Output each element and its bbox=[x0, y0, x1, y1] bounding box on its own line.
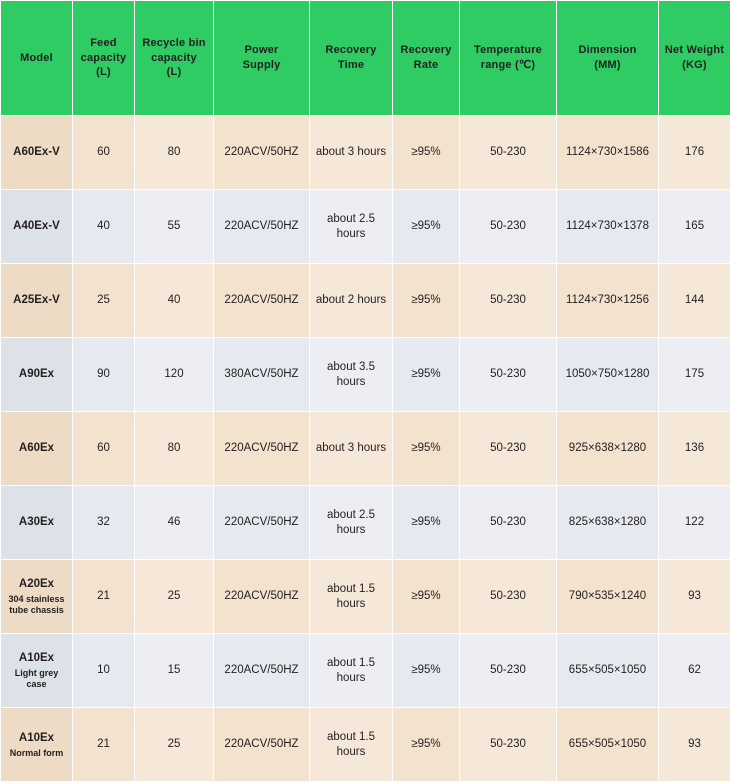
model-name: A20Ex bbox=[19, 578, 54, 590]
header-line: Supply bbox=[243, 59, 281, 71]
cell-feed-capacity: 10 bbox=[73, 634, 135, 708]
header-line: (MM) bbox=[594, 59, 620, 71]
model-name: A10Ex bbox=[19, 732, 54, 744]
cell-recycle-bin-capacity: 80 bbox=[135, 116, 214, 190]
cell-power-supply: 380ACV/50HZ bbox=[214, 338, 310, 412]
cell-recovery-time: about 1.5 hours bbox=[310, 560, 393, 634]
cell-dimension: 655×505×1050 bbox=[557, 634, 659, 708]
cell-temperature-range: 50-230 bbox=[460, 634, 557, 708]
cell-dimension: 825×638×1280 bbox=[557, 486, 659, 560]
table-row bbox=[1, 116, 730, 190]
cell-model bbox=[1, 486, 73, 560]
cell-recovery-time: about 3.5 hours bbox=[310, 338, 393, 412]
header-line: Recovery bbox=[325, 44, 376, 56]
cell-recovery-time: about 3 hours bbox=[310, 116, 393, 190]
table-row bbox=[1, 486, 730, 560]
cell-recycle-bin-capacity: 15 bbox=[135, 634, 214, 708]
cell-feed-capacity: 21 bbox=[73, 708, 135, 782]
cell-recovery-time: about 1.5 hours bbox=[310, 708, 393, 782]
table-row bbox=[1, 560, 730, 634]
cell-feed-capacity: 25 bbox=[73, 264, 135, 338]
cell-recycle-bin-capacity: 25 bbox=[135, 560, 214, 634]
column-header-recovery-rate bbox=[393, 1, 460, 116]
cell-power-supply: 220ACV/50HZ bbox=[214, 264, 310, 338]
cell-net-weight: 144 bbox=[659, 264, 730, 338]
cell-model bbox=[1, 560, 73, 634]
cell-feed-capacity: 60 bbox=[73, 412, 135, 486]
header-line: Dimension bbox=[578, 44, 636, 56]
cell-dimension: 1124×730×1586 bbox=[557, 116, 659, 190]
cell-dimension: 1124×730×1256 bbox=[557, 264, 659, 338]
cell-net-weight: 62 bbox=[659, 634, 730, 708]
cell-model bbox=[1, 634, 73, 708]
cell-recovery-rate: ≥95% bbox=[393, 708, 460, 782]
header-line: Time bbox=[338, 59, 364, 71]
table-header bbox=[1, 1, 730, 116]
cell-recovery-rate: ≥95% bbox=[393, 116, 460, 190]
cell-model bbox=[1, 190, 73, 264]
column-header-dimension bbox=[557, 1, 659, 116]
header-line: Power bbox=[244, 44, 278, 56]
header-line: capacity bbox=[81, 52, 127, 64]
header-line: (L) bbox=[96, 66, 111, 78]
header-line: (L) bbox=[167, 66, 182, 78]
cell-temperature-range: 50-230 bbox=[460, 708, 557, 782]
cell-model bbox=[1, 116, 73, 190]
header-line: Recovery bbox=[400, 44, 451, 56]
cell-dimension: 1050×750×1280 bbox=[557, 338, 659, 412]
cell-recycle-bin-capacity: 25 bbox=[135, 708, 214, 782]
cell-recovery-time: about 2 hours bbox=[310, 264, 393, 338]
cell-power-supply: 220ACV/50HZ bbox=[214, 486, 310, 560]
model-note: 304 stainless tube chassis bbox=[4, 594, 69, 616]
cell-temperature-range: 50-230 bbox=[460, 486, 557, 560]
cell-net-weight: 93 bbox=[659, 708, 730, 782]
cell-recovery-rate: ≥95% bbox=[393, 486, 460, 560]
cell-feed-capacity: 40 bbox=[73, 190, 135, 264]
table-row bbox=[1, 264, 730, 338]
model-name: A60Ex-V bbox=[13, 146, 60, 158]
cell-recovery-rate: ≥95% bbox=[393, 190, 460, 264]
table-body bbox=[1, 116, 730, 782]
model-name: A30Ex bbox=[19, 516, 54, 528]
cell-model bbox=[1, 338, 73, 412]
cell-recovery-rate: ≥95% bbox=[393, 264, 460, 338]
cell-temperature-range: 50-230 bbox=[460, 264, 557, 338]
cell-feed-capacity: 21 bbox=[73, 560, 135, 634]
cell-power-supply: 220ACV/50HZ bbox=[214, 190, 310, 264]
model-note: Normal form bbox=[4, 748, 69, 759]
cell-feed-capacity: 60 bbox=[73, 116, 135, 190]
table-row bbox=[1, 708, 730, 782]
cell-recycle-bin-capacity: 80 bbox=[135, 412, 214, 486]
column-header-net-weight bbox=[659, 1, 730, 116]
header-line: (KG) bbox=[682, 59, 707, 71]
column-header-feed-capacity bbox=[73, 1, 135, 116]
cell-feed-capacity: 90 bbox=[73, 338, 135, 412]
cell-recovery-rate: ≥95% bbox=[393, 560, 460, 634]
cell-dimension: 925×638×1280 bbox=[557, 412, 659, 486]
model-name: A10Ex bbox=[19, 652, 54, 664]
column-header-model bbox=[1, 1, 73, 116]
header-line: Net Weight bbox=[665, 44, 724, 56]
table-row bbox=[1, 412, 730, 486]
column-header-power-supply bbox=[214, 1, 310, 116]
model-note: Light grey case bbox=[4, 668, 69, 690]
table-row bbox=[1, 634, 730, 708]
cell-dimension: 655×505×1050 bbox=[557, 708, 659, 782]
table-row bbox=[1, 190, 730, 264]
column-header-recovery-time bbox=[310, 1, 393, 116]
cell-recovery-rate: ≥95% bbox=[393, 338, 460, 412]
header-line: capacity bbox=[151, 52, 197, 64]
model-name: A40Ex-V bbox=[13, 220, 60, 232]
cell-recovery-time: about 2.5 hours bbox=[310, 486, 393, 560]
cell-temperature-range: 50-230 bbox=[460, 338, 557, 412]
table-row bbox=[1, 338, 730, 412]
cell-net-weight: 165 bbox=[659, 190, 730, 264]
cell-power-supply: 220ACV/50HZ bbox=[214, 412, 310, 486]
cell-temperature-range: 50-230 bbox=[460, 116, 557, 190]
cell-model bbox=[1, 708, 73, 782]
cell-dimension: 790×535×1240 bbox=[557, 560, 659, 634]
column-header-recycle-bin-capacity bbox=[135, 1, 214, 116]
cell-net-weight: 176 bbox=[659, 116, 730, 190]
cell-temperature-range: 50-230 bbox=[460, 190, 557, 264]
cell-net-weight: 93 bbox=[659, 560, 730, 634]
cell-recycle-bin-capacity: 120 bbox=[135, 338, 214, 412]
model-name: A90Ex bbox=[19, 368, 54, 380]
model-name: A60Ex bbox=[19, 442, 54, 454]
cell-power-supply: 220ACV/50HZ bbox=[214, 560, 310, 634]
header-line: Rate bbox=[414, 59, 439, 71]
cell-recovery-rate: ≥95% bbox=[393, 634, 460, 708]
cell-power-supply: 220ACV/50HZ bbox=[214, 116, 310, 190]
header-line: Temperature bbox=[474, 44, 542, 56]
cell-recovery-time: about 1.5 hours bbox=[310, 634, 393, 708]
cell-temperature-range: 50-230 bbox=[460, 560, 557, 634]
cell-recycle-bin-capacity: 46 bbox=[135, 486, 214, 560]
header-line: Recycle bin bbox=[142, 37, 205, 49]
cell-recycle-bin-capacity: 55 bbox=[135, 190, 214, 264]
cell-model bbox=[1, 264, 73, 338]
cell-recovery-rate: ≥95% bbox=[393, 412, 460, 486]
cell-recycle-bin-capacity: 40 bbox=[135, 264, 214, 338]
header-line: Feed bbox=[90, 37, 116, 49]
cell-power-supply: 220ACV/50HZ bbox=[214, 708, 310, 782]
cell-dimension: 1124×730×1378 bbox=[557, 190, 659, 264]
column-header-temperature-range bbox=[460, 1, 557, 116]
cell-model bbox=[1, 412, 73, 486]
cell-temperature-range: 50-230 bbox=[460, 412, 557, 486]
cell-recovery-time: about 3 hours bbox=[310, 412, 393, 486]
header-line: Model bbox=[20, 52, 53, 64]
cell-net-weight: 175 bbox=[659, 338, 730, 412]
cell-power-supply: 220ACV/50HZ bbox=[214, 634, 310, 708]
cell-recovery-time: about 2.5 hours bbox=[310, 190, 393, 264]
header-line: range (℃) bbox=[481, 59, 536, 71]
cell-feed-capacity: 32 bbox=[73, 486, 135, 560]
cell-net-weight: 122 bbox=[659, 486, 730, 560]
model-name: A25Ex-V bbox=[13, 294, 60, 306]
header-row bbox=[1, 1, 730, 116]
cell-net-weight: 136 bbox=[659, 412, 730, 486]
